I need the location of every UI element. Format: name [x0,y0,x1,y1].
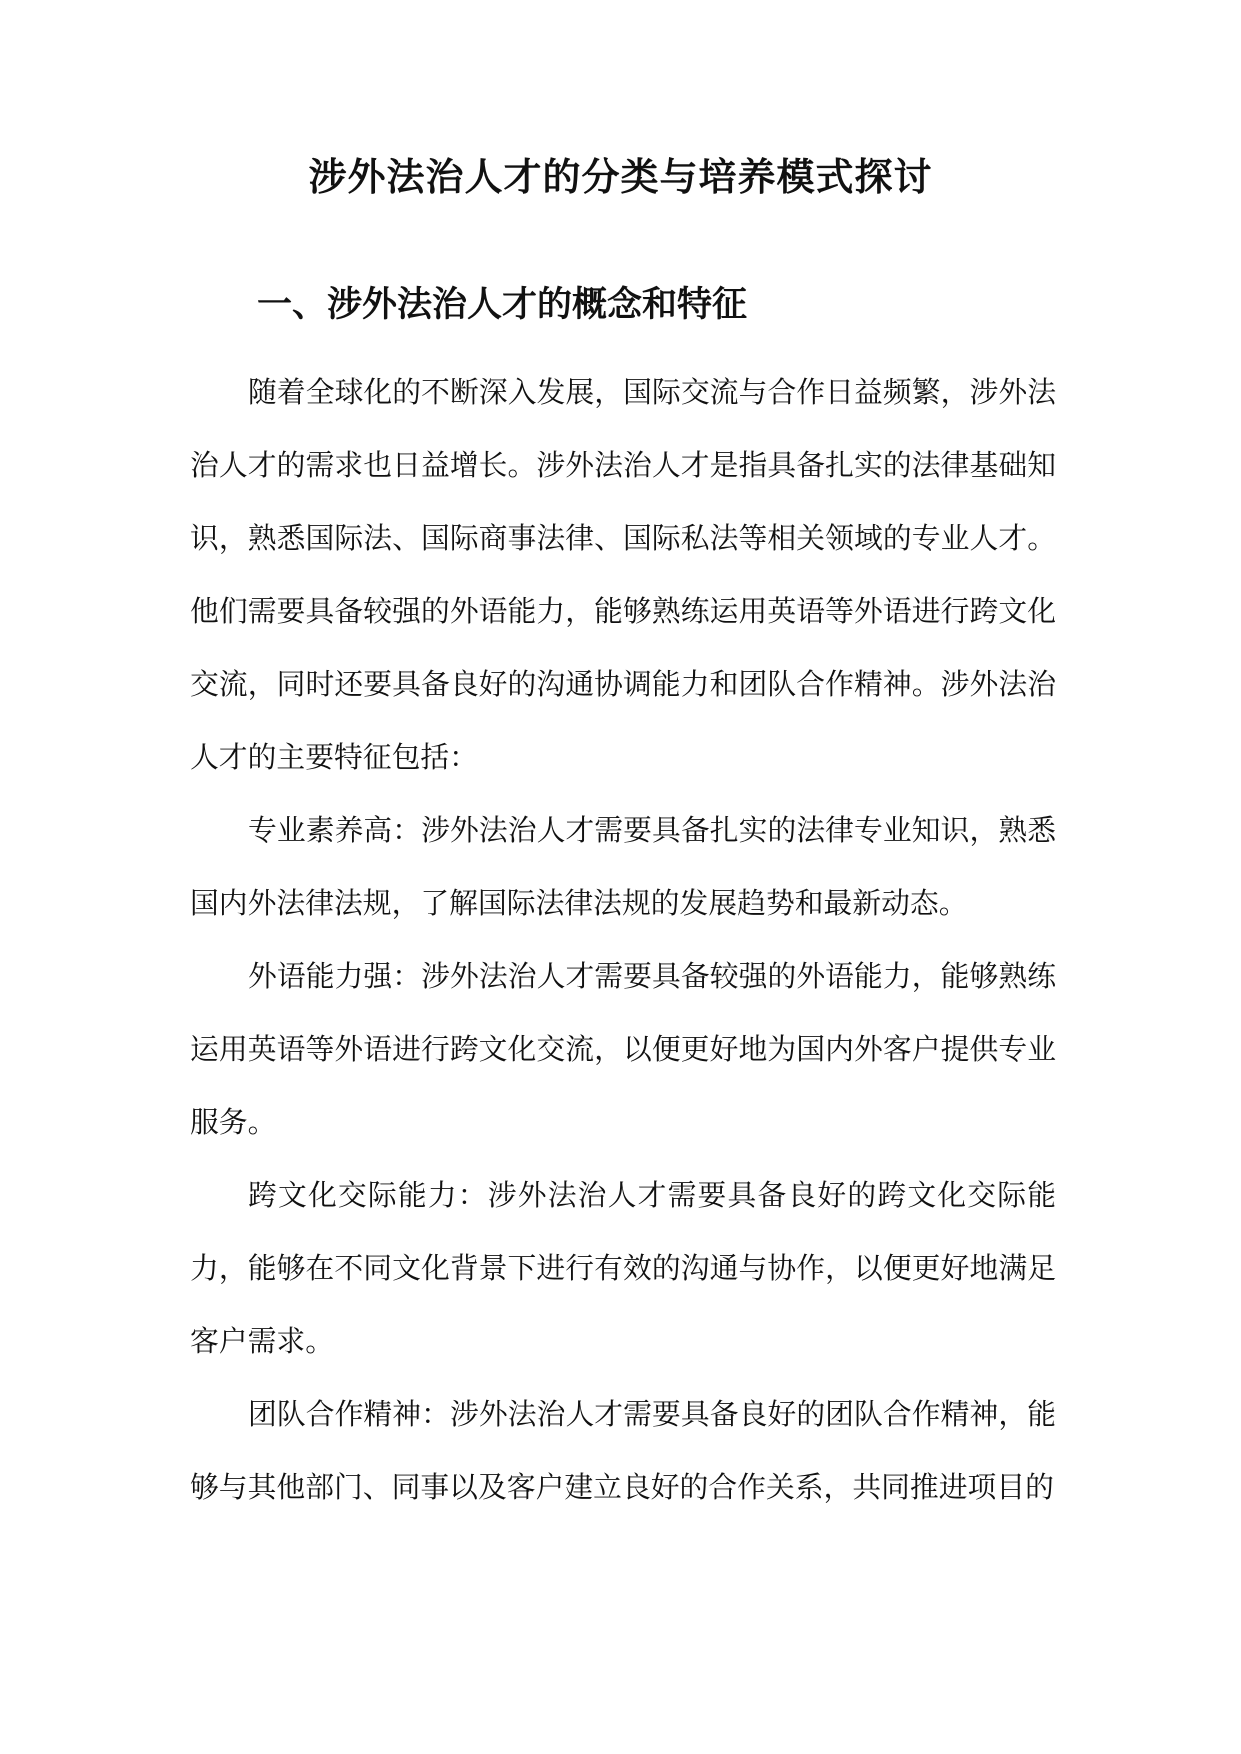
paragraph-language-ability: 外语能力强：涉外法治人才需要具备较强的外语能力，能够熟练运用英语等外语进行跨文化交流，以便更好地为国内外客户提供专业服务。 [190,959,1056,1139]
paragraph-professional-quality: 专业素养高：涉外法治人才需要具备扎实的法律专业知识，熟悉国内外法律法规，了解国际法律法规的发展趋势和最新动态。 [190,813,1056,920]
document-body [190,356,1056,1524]
paragraph-teamwork: 团队合作精神：涉外法治人才需要具备良好的团队合作精神，能够与其他部门、同事以及客户建立良好的合作关系，共同推进项目的 [190,1397,1056,1504]
section-heading: 一、涉外法治人才的概念和特征 [257,284,748,325]
paragraph-intro: 随着全球化的不断深入发展，国际交流与合作日益频繁，涉外法治人才的需求也日益增长。涉外法治人才是指具备扎实的法律基础知识，熟悉国际法、国际商事法律、国际私法等相关领域的专业人才。他们需要具备较强的外语能力，能够熟练运用英语等外语进行跨文化交流，同时还要具备良好的沟通协调能力和团队合作精神。涉外法治人才的主要特征包括： [190,375,1056,774]
paragraph-cross-cultural: 跨文化交际能力：涉外法治人才需要具备良好的跨文化交际能力，能够在不同文化背景下进行有效的沟通与协作，以便更好地满足客户需求。 [190,1178,1056,1358]
document-title: 涉外法治人才的分类与培养模式探讨 [308,154,933,199]
